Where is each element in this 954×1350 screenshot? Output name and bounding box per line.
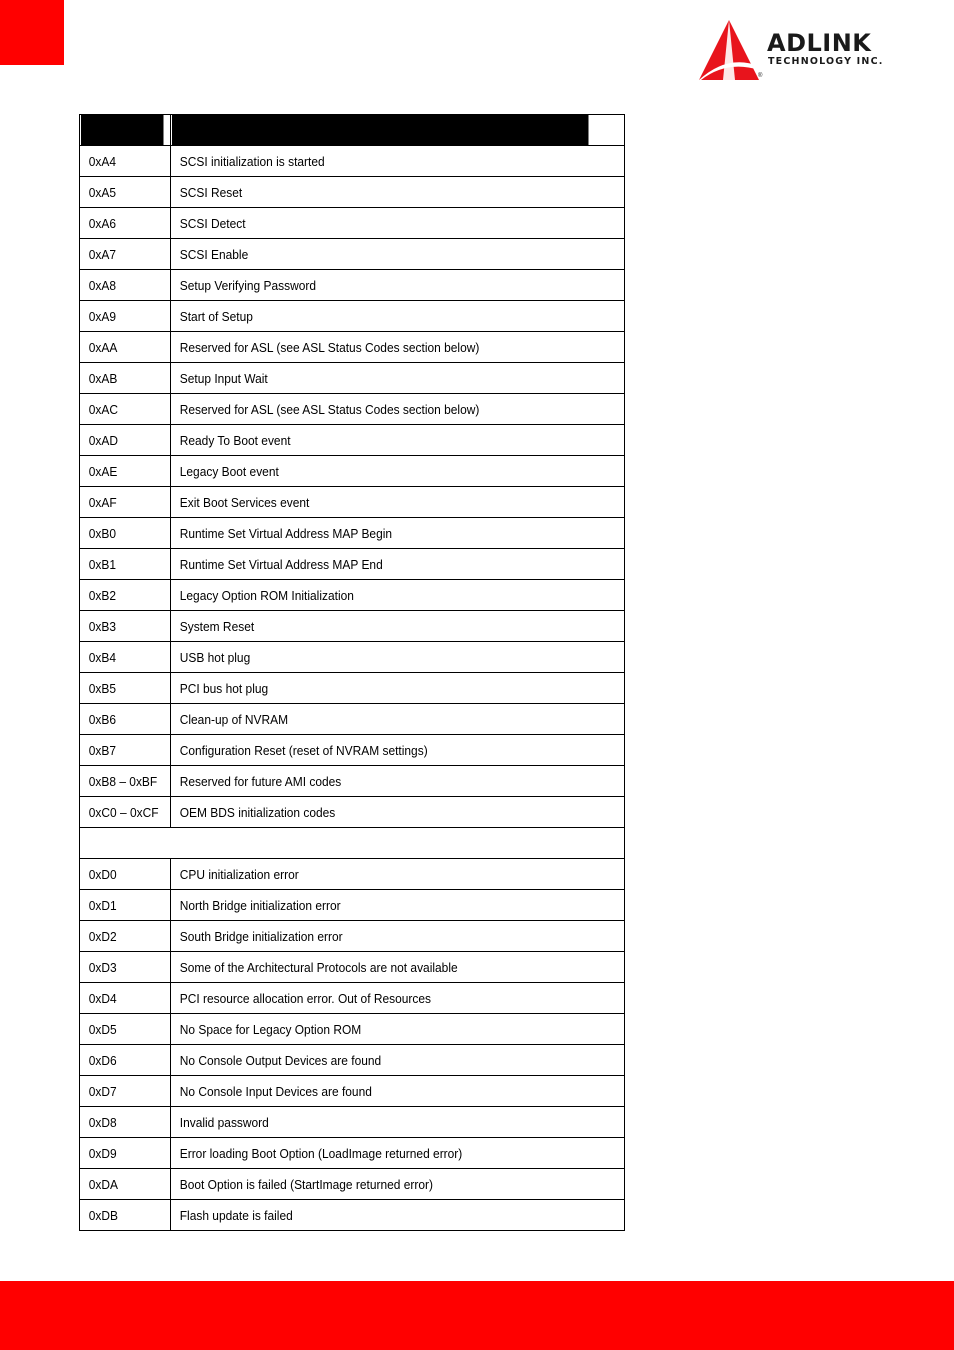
- status-description: SCSI Detect: [171, 208, 589, 239]
- table-row: [80, 146, 625, 177]
- status-description: Clean-up of NVRAM: [171, 704, 589, 735]
- table-header-row: [80, 115, 625, 146]
- logo-wordmark: ADLINK: [767, 29, 872, 57]
- footer-band: [0, 1281, 954, 1350]
- status-code: 0xAA: [80, 332, 164, 363]
- table-row: [80, 983, 625, 1014]
- table-row: [80, 363, 625, 394]
- registered-mark: ®: [758, 73, 763, 79]
- status-code: 0xB5: [80, 673, 164, 704]
- status-code: 0xA4: [80, 146, 164, 177]
- status-description: SCSI initialization is started: [171, 146, 589, 177]
- status-code: 0xAF: [80, 487, 164, 518]
- table-row: [80, 1014, 625, 1045]
- status-code: 0xA7: [80, 239, 164, 270]
- status-code: 0xD5: [80, 1014, 164, 1045]
- table-row: [80, 425, 625, 456]
- status-code: 0xA6: [80, 208, 164, 239]
- status-code: 0xC0 – 0xCF: [80, 797, 164, 828]
- table-row: [80, 611, 625, 642]
- table-row: [80, 456, 625, 487]
- status-code: 0xD3: [80, 952, 164, 983]
- status-code: 0xD0: [80, 859, 164, 890]
- logo-subtext: TECHNOLOGY INC.: [768, 56, 884, 67]
- status-code: 0xAC: [80, 394, 164, 425]
- status-description: Ready To Boot event: [171, 425, 589, 456]
- table-row: [80, 270, 625, 301]
- status-code: 0xB1: [80, 549, 164, 580]
- status-description: Invalid password: [171, 1107, 589, 1138]
- table-row: [80, 921, 625, 952]
- table-row: [80, 208, 625, 239]
- status-code: 0xD4: [80, 983, 164, 1014]
- table-row: [80, 735, 625, 766]
- status-description: North Bridge initialization error: [171, 890, 589, 921]
- status-code-table: [79, 114, 625, 1231]
- status-code: 0xA5: [80, 177, 164, 208]
- table-row: [80, 704, 625, 735]
- status-code: 0xB3: [80, 611, 164, 642]
- status-code: 0xB6: [80, 704, 164, 735]
- adlink-triangle-icon: [697, 18, 761, 84]
- status-description: Setup Input Wait: [171, 363, 589, 394]
- table-row: [80, 518, 625, 549]
- status-code: 0xAB: [80, 363, 164, 394]
- table-row: [80, 239, 625, 270]
- table-row: [80, 549, 625, 580]
- table-row: [80, 1076, 625, 1107]
- status-description: South Bridge initialization error: [171, 921, 589, 952]
- status-code: 0xD2: [80, 921, 164, 952]
- table-row: [80, 1138, 625, 1169]
- status-code: 0xB7: [80, 735, 164, 766]
- status-code: 0xA8: [80, 270, 164, 301]
- table-row: [80, 642, 625, 673]
- status-code: 0xB0: [80, 518, 164, 549]
- status-code: 0xAD: [80, 425, 164, 456]
- status-description: PCI bus hot plug: [171, 673, 589, 704]
- table-row: [80, 952, 625, 983]
- status-description: SCSI Enable: [171, 239, 589, 270]
- status-description: Legacy Option ROM Initialization: [171, 580, 589, 611]
- status-description: No Console Input Devices are found: [171, 1076, 589, 1107]
- table-row: [80, 332, 625, 363]
- table-row: [80, 1169, 625, 1200]
- status-code: 0xB2: [80, 580, 164, 611]
- status-description: No Console Output Devices are found: [171, 1045, 589, 1076]
- status-description: CPU initialization error: [171, 859, 589, 890]
- table-row: [80, 673, 625, 704]
- corner-accent: [0, 0, 64, 65]
- table-row: [80, 177, 625, 208]
- status-description: Error loading Boot Option (LoadImage returned error): [171, 1138, 589, 1169]
- status-description: Some of the Architectural Protocols are not available: [171, 952, 589, 983]
- status-code: 0xD6: [80, 1045, 164, 1076]
- table-row: [80, 394, 625, 425]
- table-row: [80, 580, 625, 611]
- table-row: [80, 1045, 625, 1076]
- status-description: Reserved for future AMI codes: [171, 766, 589, 797]
- status-description: Runtime Set Virtual Address MAP End: [171, 549, 589, 580]
- status-code: 0xAE: [80, 456, 164, 487]
- status-code: 0xDA: [80, 1169, 164, 1200]
- table-row: [80, 797, 625, 828]
- status-code: 0xD8: [80, 1107, 164, 1138]
- status-description: Flash update is failed: [171, 1200, 589, 1231]
- status-description: System Reset: [171, 611, 589, 642]
- status-description: OEM BDS initialization codes: [171, 797, 589, 828]
- status-description: Configuration Reset (reset of NVRAM settings): [171, 735, 589, 766]
- table-row: [80, 1200, 625, 1231]
- status-description: Start of Setup: [171, 301, 589, 332]
- table-row: [80, 1107, 625, 1138]
- status-description: Runtime Set Virtual Address MAP Begin: [171, 518, 589, 549]
- status-code: 0xD1: [80, 890, 164, 921]
- status-code: 0xD9: [80, 1138, 164, 1169]
- section-separator-row: [80, 828, 625, 859]
- status-description: Boot Option is failed (StartImage returned error): [171, 1169, 589, 1200]
- status-code: 0xD7: [80, 1076, 164, 1107]
- table-row: [80, 301, 625, 332]
- status-description: USB hot plug: [171, 642, 589, 673]
- status-description: No Space for Legacy Option ROM: [171, 1014, 589, 1045]
- status-description: Legacy Boot event: [171, 456, 589, 487]
- table-row: [80, 766, 625, 797]
- status-code: 0xB8 – 0xBF: [80, 766, 164, 797]
- table-row: [80, 890, 625, 921]
- status-description: Exit Boot Services event: [171, 487, 589, 518]
- table-row: [80, 487, 625, 518]
- adlink-logo: [697, 18, 907, 84]
- status-code: 0xB4: [80, 642, 164, 673]
- status-code: 0xA9: [80, 301, 164, 332]
- status-description: Reserved for ASL (see ASL Status Codes section below): [171, 332, 589, 363]
- status-description: SCSI Reset: [171, 177, 589, 208]
- status-description: Setup Verifying Password: [171, 270, 589, 301]
- status-code: 0xDB: [80, 1200, 164, 1231]
- status-description: PCI resource allocation error. Out of Resources: [171, 983, 589, 1014]
- status-description: Reserved for ASL (see ASL Status Codes section below): [171, 394, 589, 425]
- table-row: [80, 859, 625, 890]
